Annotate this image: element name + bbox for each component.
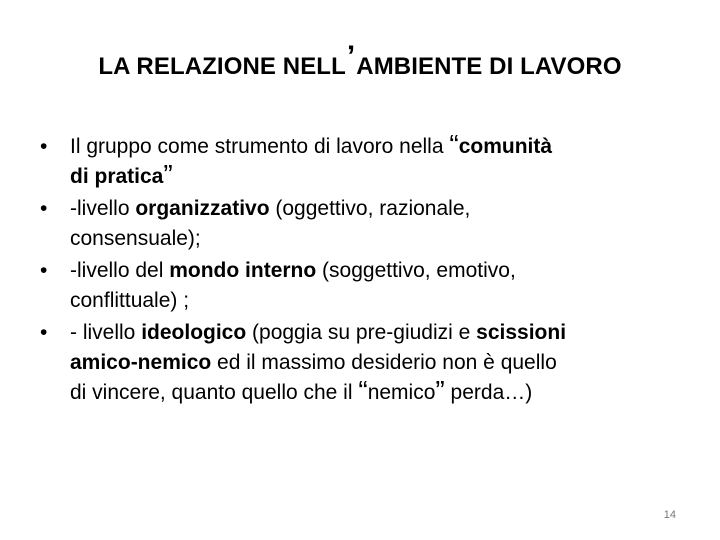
slide-title [0,40,720,82]
bullet-text: di vincere, quanto quello che il [70,381,359,404]
bullet-text: (oggettivo, razionale, [269,197,471,220]
close-quote: ” [163,159,173,190]
bold-term: ideologico [141,321,247,344]
bullet-marker: • [40,259,48,282]
bullet-item-gruppo [40,129,690,192]
close-quote: ” [435,375,445,406]
open-quote: “ [449,129,459,160]
page-number: 14 [663,509,676,521]
bullet-text: conflittuale) ; [70,289,190,312]
bullet-line [70,159,690,192]
bullet-text: -livello [70,197,136,220]
bullet-item-ideologico [40,318,690,408]
slide-title-part2: AMBIENTE DI LAVORO [356,53,622,80]
bullet-marker: • [40,135,48,158]
bullet-line [70,318,690,348]
bold-term: organizzativo [135,197,270,220]
bullet-item-mondo-interno [40,256,690,316]
bullet-text: Il gruppo come strumento di lavoro nella [70,135,450,158]
bullet-line [70,256,690,286]
bullet-text: (soggettivo, emotivo, [316,259,516,282]
bold-term: comunità [458,135,553,158]
bullet-text: ed il massimo desiderio non è quello [211,351,557,374]
bullet-list [40,129,690,410]
bullet-text: (poggia su pre-giudizi e [246,321,477,344]
bullet-text: nemico [367,381,436,404]
bullet-marker: • [40,197,48,220]
bold-term: mondo interno [169,259,317,282]
bullet-text: -livello del [70,259,170,282]
slide-title-part1: LA RELAZIONE NELL [98,53,346,80]
bold-term: di pratica [70,165,164,188]
bullet-text: - livello [70,321,142,344]
bullet-line [70,129,690,162]
bullet-text: consensuale); [70,227,201,250]
bullet-line [70,194,690,224]
open-quote: “ [358,375,368,406]
bullet-text: perda…) [444,381,533,404]
bullet-line [70,348,690,378]
title-apostrophe: ’ [346,40,356,73]
bullet-line [70,375,690,408]
bullet-line [70,224,690,254]
bullet-line [70,286,690,316]
bold-term: amico-nemico [70,351,212,374]
bullet-marker: • [40,321,48,344]
bullet-item-organizzativo [40,194,690,254]
bold-term: scissioni [476,321,567,344]
